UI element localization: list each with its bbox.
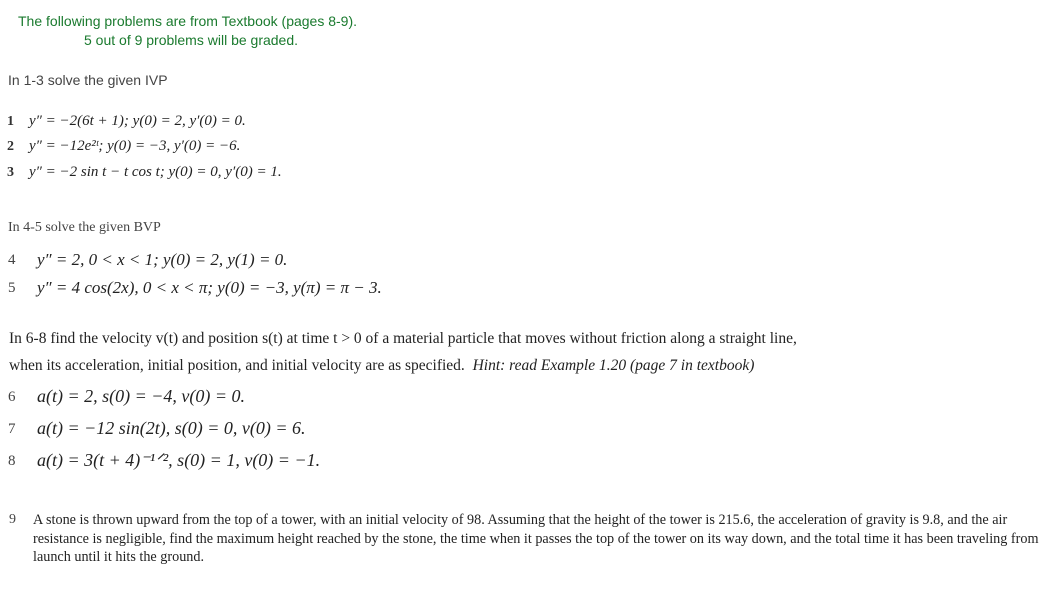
problem-number: 3	[7, 165, 14, 180]
problem-9-text: A stone is thrown upward from the top of a tower, with an initial velocity of 98. Assuming that the height of the tower is 215.6, the acceleration of gravity is 9.8, and the air resistance is negligible, find the maximum height reached by the stone, the time when it passes the top of the tower on its way down, and the total time it has been traveling from launch until it hits the ground.	[33, 512, 1039, 565]
section-2-intro: In 4-5 solve the given BVP	[8, 220, 161, 235]
problem-equation: a(t) = 2, s(0) = −4, v(0) = 0.	[37, 386, 246, 406]
problem-equation: y″ = −2(6t + 1); y(0) = 2, y′(0) = 0.	[29, 113, 246, 129]
problem-number: 7	[8, 421, 16, 437]
problem-equation: a(t) = −12 sin(2t), s(0) = 0, v(0) = 6.	[37, 418, 306, 438]
section-3-intro-line-2	[9, 357, 754, 375]
section-1-intro: In 1-3 solve the given IVP	[8, 72, 168, 88]
hint-text: Hint: read Example 1.20 (page 7 in textbook)	[472, 357, 755, 374]
problem-equation: y″ = 2, 0 < x < 1; y(0) = 2, y(1) = 0.	[37, 250, 288, 269]
problem-equation: a(t) = 3(t + 4)⁻¹ᐟ², s(0) = 1, v(0) = −1.	[37, 450, 321, 470]
problem-number: 5	[8, 280, 16, 296]
problem-number: 9	[9, 512, 16, 527]
header-line-1: The following problems are from Textbook (pages 8-9).	[18, 13, 358, 29]
problem-number: 1	[7, 114, 14, 129]
problem-equation: y″ = −2 sin t − t cos t; y(0) = 0, y′(0) = 1.	[29, 164, 282, 180]
problem-equation: y″ = 4 cos(2x), 0 < x < π; y(0) = −3, y(π) = π − 3.	[37, 278, 382, 297]
problem-number: 8	[8, 453, 16, 469]
problem-equation: y″ = −12e²ᵗ; y(0) = −3, y′(0) = −6.	[29, 138, 241, 154]
header-line-2: 5 out of 9 problems will be graded.	[84, 32, 299, 48]
section-3-intro-text: when its acceleration, initial position, and initial velocity are as specified.	[9, 357, 465, 374]
problem-number: 4	[8, 252, 16, 268]
problem-number: 2	[7, 139, 14, 154]
problem-number: 6	[8, 389, 16, 405]
section-3-intro-line-1: In 6-8 find the velocity v(t) and position s(t) at time t > 0 of a material particle that moves without friction along a straight line,	[9, 330, 797, 347]
